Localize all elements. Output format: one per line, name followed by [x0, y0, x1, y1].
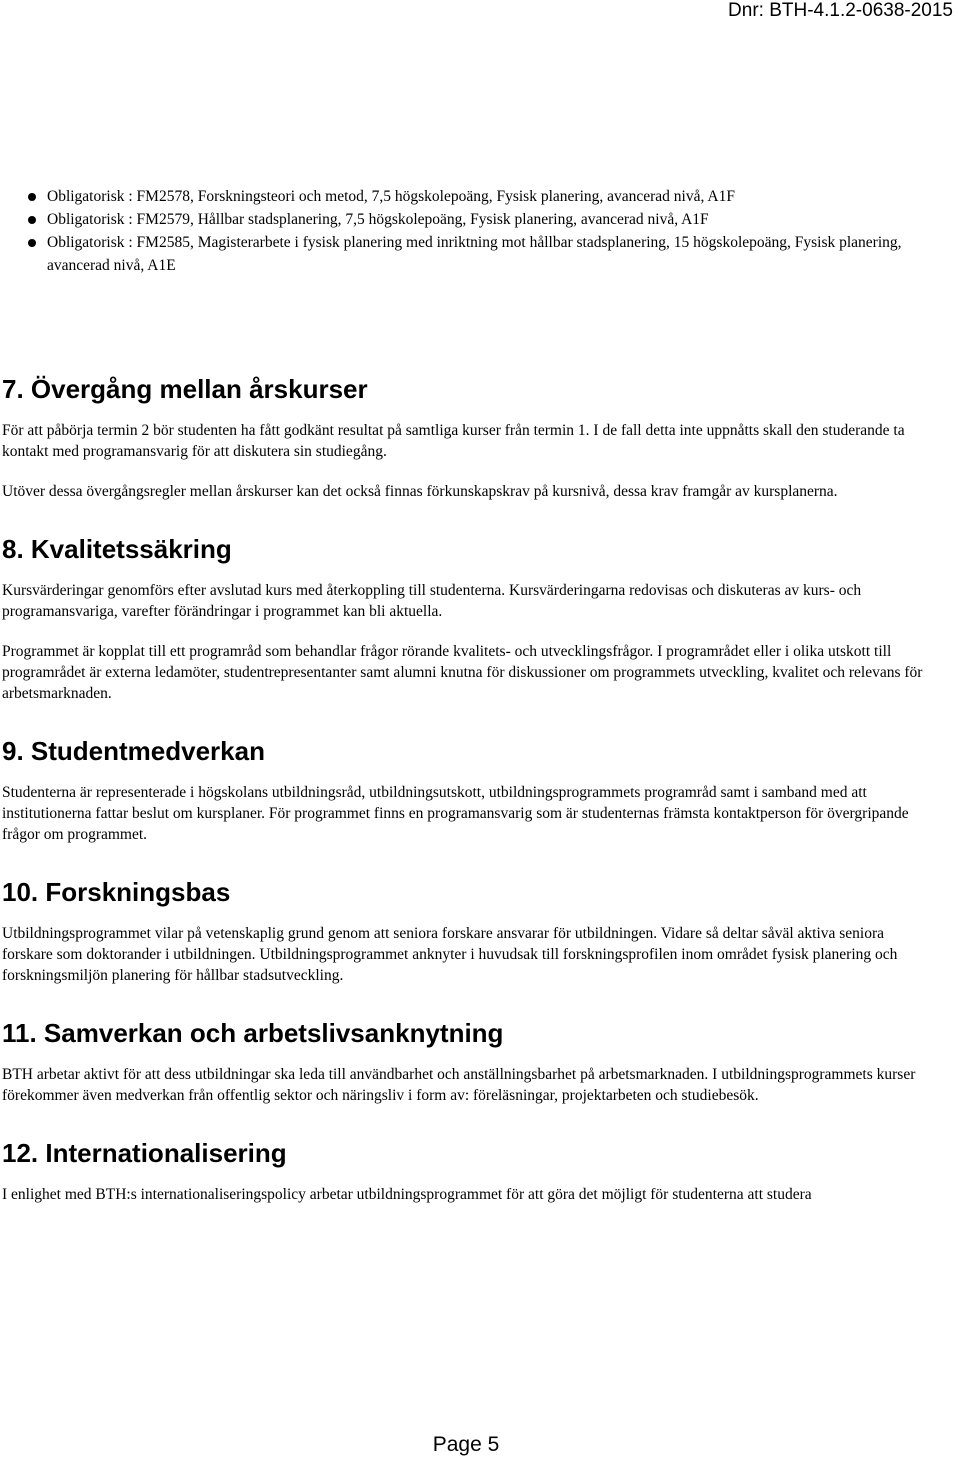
paragraph: Utöver dessa övergångsregler mellan årskurser kan det också finnas förkunskapskrav på kursnivå, dessa krav framgår av kursplanerna.: [2, 483, 838, 500]
document-number: Dnr: BTH-4.1.2-0638-2015: [728, 0, 953, 21]
list-item: [28, 231, 938, 277]
list-item: [28, 185, 938, 208]
section-internationalisation: [2, 1136, 927, 1205]
section-heading: 10. Forskningsbas: [2, 877, 231, 907]
bullet-icon: [28, 193, 36, 201]
paragraph: För att påbörja termin 2 bör studenten ha fått godkänt resultat på samtliga kurser från termin 1. I de fall detta inte uppnåtts skall den studerande ta kontakt med programansvarig för att diskutera sin studiegång.: [2, 422, 905, 460]
document-body: [2, 372, 927, 1235]
paragraph: Utbildningsprogrammet vilar på vetenskaplig grund genom att seniora forskare ansvarar för utbildningen. Vidare så deltar såväl aktiva seniora forskare som doktorander i utbildningen. Utbildningsprogrammet anknyter i huvudsak till forskningsprofilen inom området fysisk planering och forskningsmiljön planering för hållbar stadsutveckling.: [2, 925, 898, 984]
paragraph: I enlighet med BTH:s internationaliseringspolicy arbetar utbildningsprogrammet för att göra det möjligt för studenterna att studera: [2, 1186, 812, 1203]
section-research-base: [2, 875, 927, 986]
list-item: [28, 208, 938, 231]
paragraph: Kursvärderingar genomförs efter avslutad kurs med återkoppling till studenterna. Kursvärderingarna redovisas och diskuteras av kurs- och programansvariga, varefter förändringar i programmet kan bli aktuella.: [2, 582, 862, 620]
section-collaboration: [2, 1016, 927, 1106]
section-transition: [2, 372, 927, 502]
page-number: Page 5: [432, 1433, 500, 1456]
section-student-participation: [2, 734, 927, 845]
paragraph: BTH arbetar aktivt för att dess utbildningar ska leda till användbarhet och anställningsbarhet på arbetsmarknaden. I utbildningsprogrammets kurser förekommer även medverkan från offentlig sektor och näringsliv i form av: föreläsningar, projektarbeten och studiebesök.: [2, 1066, 916, 1104]
bullet-icon: [28, 216, 36, 224]
bullet-icon: [28, 239, 36, 247]
course-text: Obligatorisk : FM2579, Hållbar stadsplanering, 7,5 högskolepoäng, Fysisk planering, avancerad nivå, A1F: [47, 211, 709, 228]
section-heading: 11. Samverkan och arbetslivsanknytning: [2, 1018, 504, 1048]
course-text: Obligatorisk : FM2585, Magisterarbete i fysisk planering med inriktning mot hållbar stadsplanering, 15 högskolepoäng, Fysisk planering, avancerad nivå, A1E: [47, 234, 902, 274]
section-heading: 9. Studentmedverkan: [2, 736, 265, 766]
section-heading: 8. Kvalitetssäkring: [2, 534, 232, 564]
course-list: [28, 185, 938, 277]
paragraph: Programmet är kopplat till ett programråd som behandlar frågor rörande kvalitets- och utvecklingsfrågor. I programrådet eller i olika utskott till programrådet är externa ledamöter, studentrepresentanter samt alumni knutna för diskussioner om programmets utveckling, kvalitet och relevans för arbetsmarknaden.: [2, 643, 923, 702]
course-text: Obligatorisk : FM2578, Forskningsteori och metod, 7,5 högskolepoäng, Fysisk planering, avancerad nivå, A1F: [47, 188, 735, 205]
section-heading: 7. Övergång mellan årskurser: [2, 374, 368, 404]
section-heading: 12. Internationalisering: [2, 1138, 287, 1168]
paragraph: Studenterna är representerade i högskolans utbildningsråd, utbildningsutskott, utbildningsprogrammets programråd samt i samband med att institutionerna fattar beslut om kursplaner. För programmet finns en programansvarig som är studenternas främsta kontaktperson för övergripande frågor om programmet.: [2, 784, 909, 843]
section-quality-assurance: [2, 532, 927, 704]
